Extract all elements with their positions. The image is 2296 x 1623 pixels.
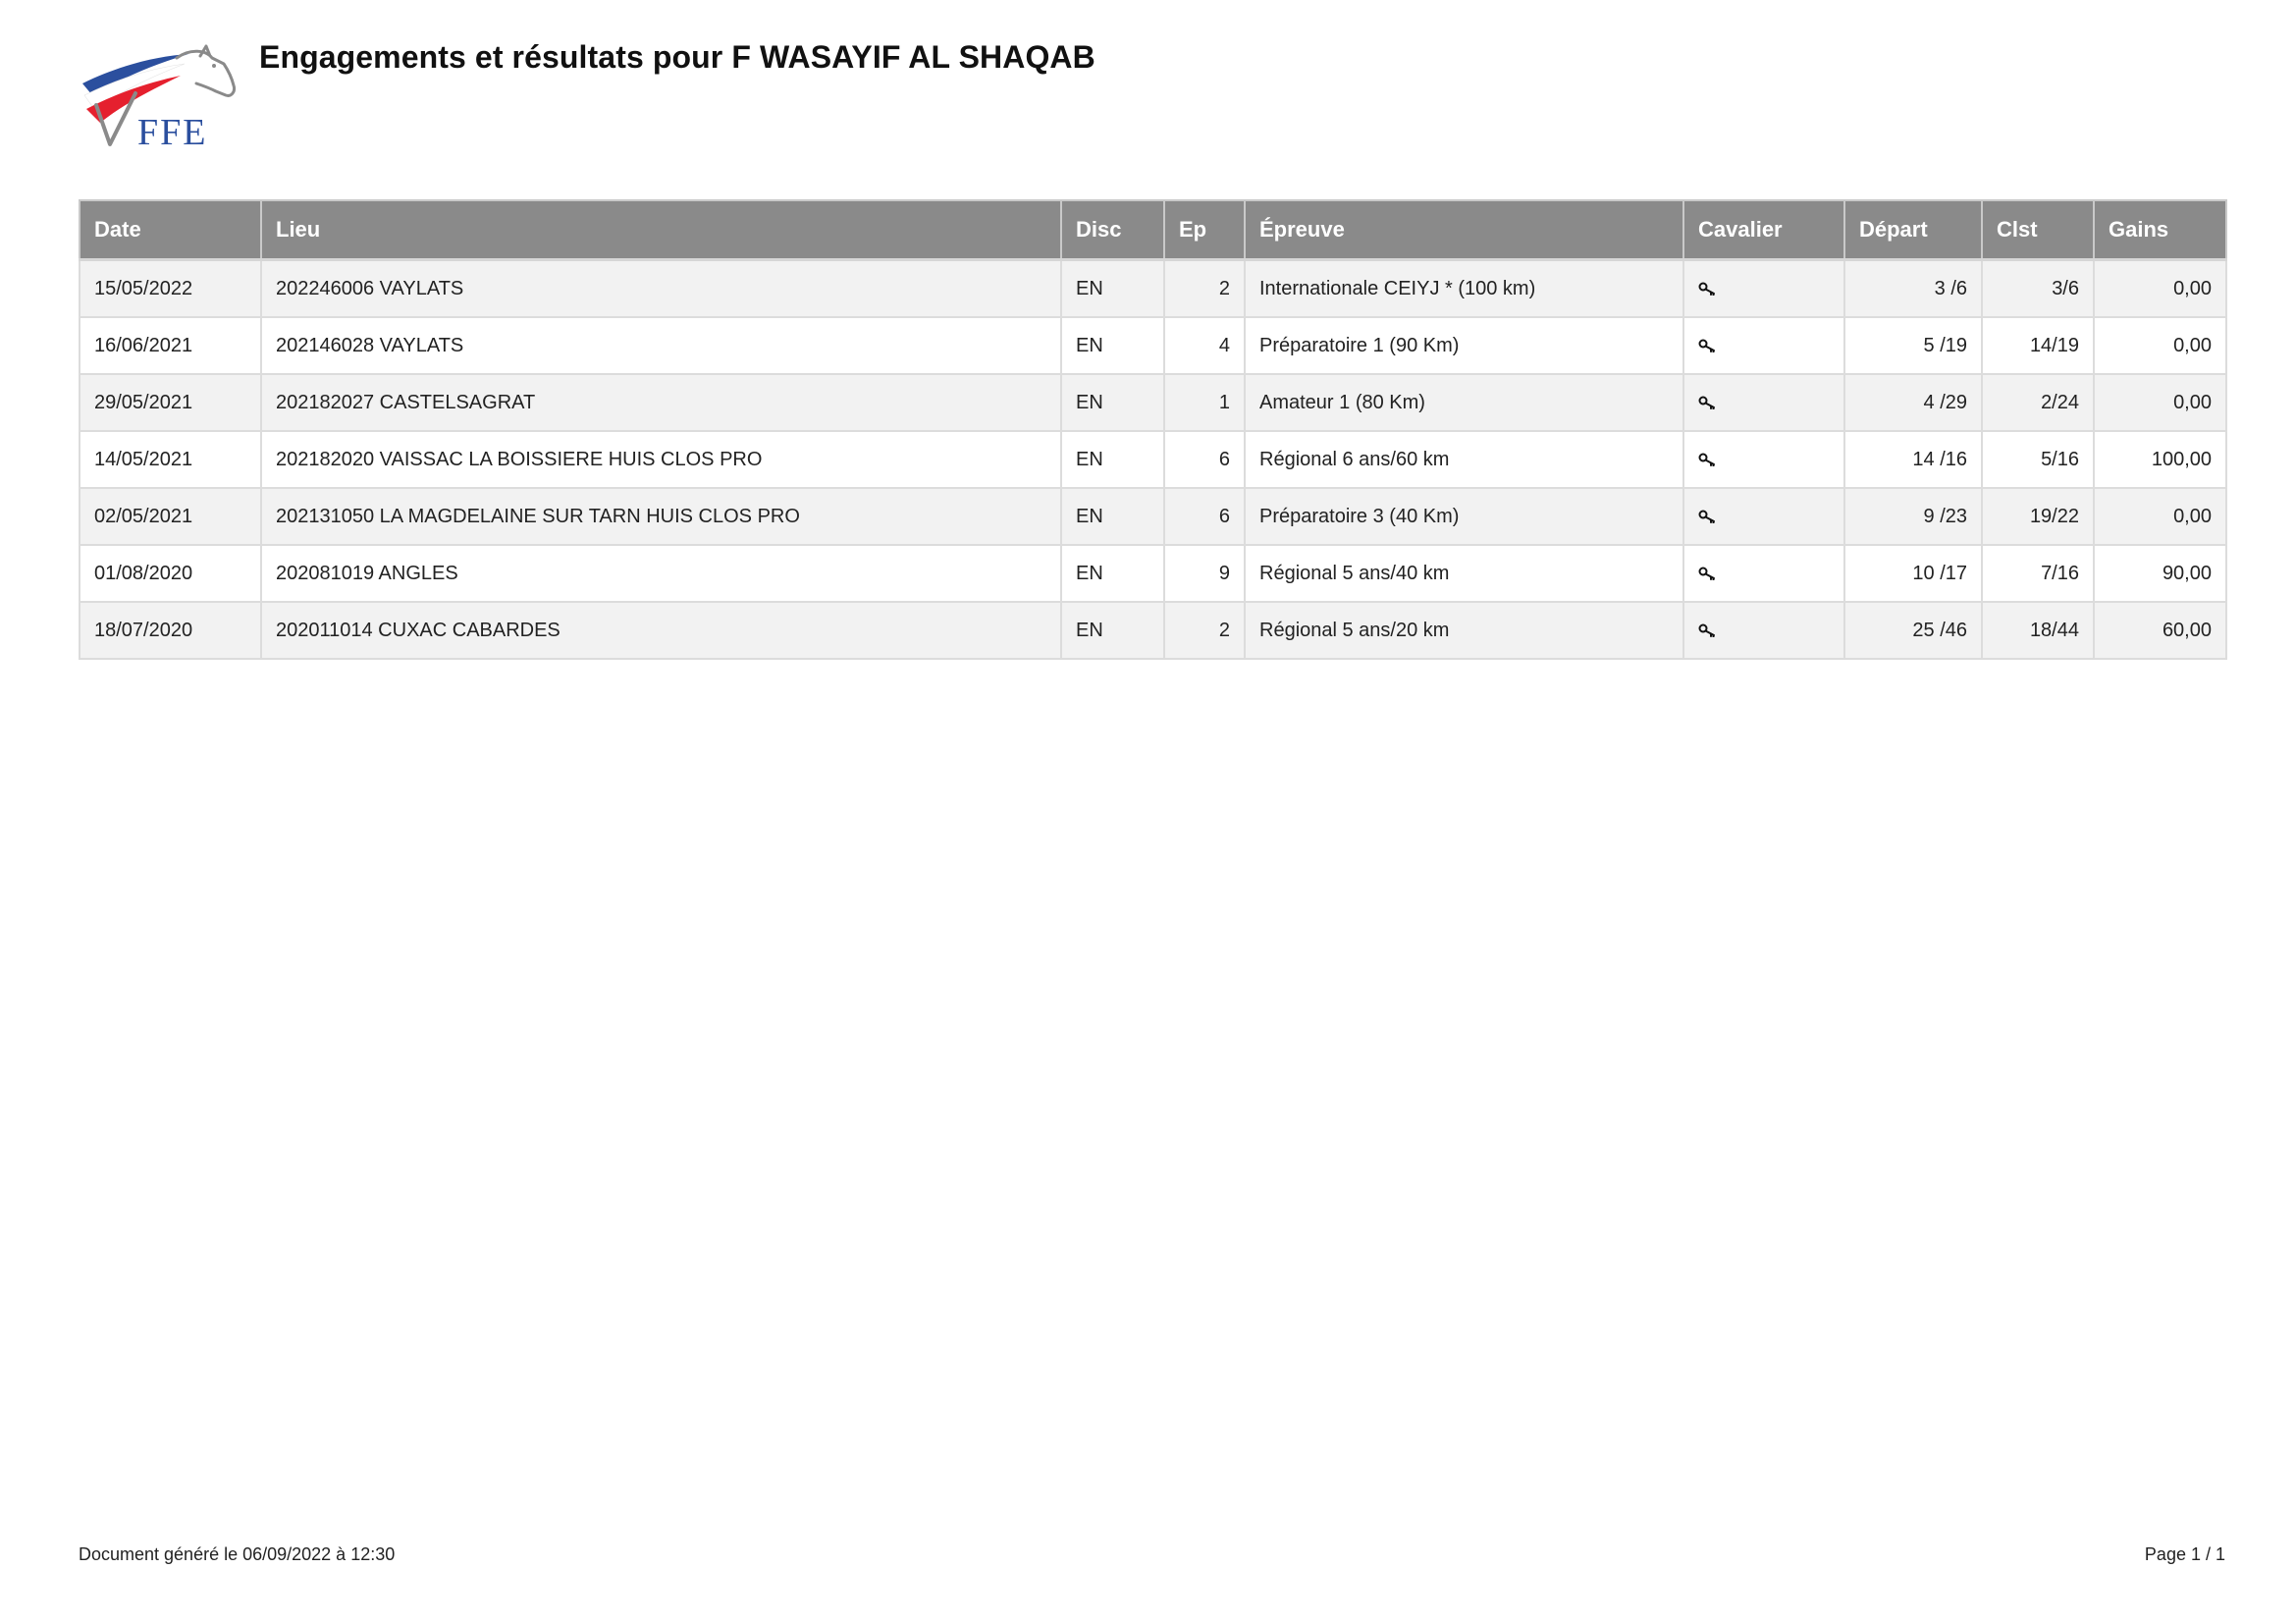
cell-ep: 4: [1164, 317, 1245, 374]
cell-clst: 18/44: [1982, 602, 2094, 659]
cell-cavalier: [1683, 317, 1844, 374]
column-header-cavalier: Cavalier: [1683, 200, 1844, 260]
cell-disc: EN: [1061, 260, 1164, 318]
generated-timestamp: Document généré le 06/09/2022 à 12:30: [79, 1544, 396, 1564]
cell-epreuve: Internationale CEIYJ * (100 km): [1245, 260, 1683, 318]
cell-date: 02/05/2021: [80, 488, 261, 545]
cell-lieu: 202246006 VAYLATS: [261, 260, 1061, 318]
table-row: [80, 431, 2226, 488]
cell-epreuve: Régional 5 ans/40 km: [1245, 545, 1683, 602]
cell-disc: EN: [1061, 545, 1164, 602]
table-row: [80, 602, 2226, 659]
cell-epreuve: Régional 5 ans/20 km: [1245, 602, 1683, 659]
table-row: [80, 545, 2226, 602]
cell-depart: 9 /23: [1844, 488, 1982, 545]
cell-lieu: 202011014 CUXAC CABARDES: [261, 602, 1061, 659]
cell-date: 16/06/2021: [80, 317, 261, 374]
table-row: [80, 317, 2226, 374]
cell-lieu: 202131050 LA MAGDELAINE SUR TARN HUIS CLOS PRO: [261, 488, 1061, 545]
cell-depart: 14 /16: [1844, 431, 1982, 488]
ffe-logo: [79, 44, 245, 152]
cell-gains: 0,00: [2094, 374, 2226, 431]
column-header-lieu: Lieu: [261, 200, 1061, 260]
cell-gains: 0,00: [2094, 488, 2226, 545]
cell-gains: 0,00: [2094, 260, 2226, 318]
cell-disc: EN: [1061, 317, 1164, 374]
cell-ep: 1: [1164, 374, 1245, 431]
cell-cavalier: [1683, 374, 1844, 431]
page-title: Engagements et résultats pour F WASAYIF AL SHAQAB: [259, 39, 1095, 75]
column-header-clst: Clst: [1982, 200, 2094, 260]
cell-ep: 6: [1164, 488, 1245, 545]
cell-clst: 14/19: [1982, 317, 2094, 374]
cell-epreuve: Amateur 1 (80 Km): [1245, 374, 1683, 431]
cell-ep: 2: [1164, 602, 1245, 659]
table-row: [80, 374, 2226, 431]
table-row: [80, 488, 2226, 545]
cell-gains: 0,00: [2094, 317, 2226, 374]
cell-disc: EN: [1061, 431, 1164, 488]
cell-lieu: 202182020 VAISSAC LA BOISSIERE HUIS CLOS PRO: [261, 431, 1061, 488]
column-header-gains: Gains: [2094, 200, 2226, 260]
cell-epreuve: Préparatoire 1 (90 Km): [1245, 317, 1683, 374]
cell-ep: 2: [1164, 260, 1245, 318]
cell-clst: 7/16: [1982, 545, 2094, 602]
cell-date: 29/05/2021: [80, 374, 261, 431]
column-header-depart: Départ: [1844, 200, 1982, 260]
key-icon[interactable]: [1698, 453, 1718, 466]
cell-clst: 2/24: [1982, 374, 2094, 431]
logo-text: FFE: [137, 112, 208, 152]
key-icon[interactable]: [1698, 396, 1718, 409]
key-icon[interactable]: [1698, 339, 1718, 352]
cell-clst: 5/16: [1982, 431, 2094, 488]
cell-cavalier: [1683, 260, 1844, 318]
cell-gains: 60,00: [2094, 602, 2226, 659]
cell-cavalier: [1683, 602, 1844, 659]
cell-lieu: 202182027 CASTELSAGRAT: [261, 374, 1061, 431]
key-icon[interactable]: [1698, 282, 1718, 296]
table-row: [80, 260, 2226, 318]
cell-ep: 6: [1164, 431, 1245, 488]
column-header-disc: Disc: [1061, 200, 1164, 260]
column-header-ep: Ep: [1164, 200, 1245, 260]
cell-epreuve: Préparatoire 3 (40 Km): [1245, 488, 1683, 545]
key-icon[interactable]: [1698, 567, 1718, 580]
cell-depart: 5 /19: [1844, 317, 1982, 374]
table-header-row: [80, 200, 2226, 260]
cell-depart: 25 /46: [1844, 602, 1982, 659]
cell-gains: 100,00: [2094, 431, 2226, 488]
cell-epreuve: Régional 6 ans/60 km: [1245, 431, 1683, 488]
cell-disc: EN: [1061, 374, 1164, 431]
key-icon[interactable]: [1698, 623, 1718, 637]
cell-gains: 90,00: [2094, 545, 2226, 602]
cell-depart: 3 /6: [1844, 260, 1982, 318]
column-header-epreuve: Épreuve: [1245, 200, 1683, 260]
cell-date: 18/07/2020: [80, 602, 261, 659]
cell-lieu: 202146028 VAYLATS: [261, 317, 1061, 374]
cell-lieu: 202081019 ANGLES: [261, 545, 1061, 602]
cell-cavalier: [1683, 488, 1844, 545]
page-number: Page 1 / 1: [2144, 1544, 2225, 1564]
cell-date: 15/05/2022: [80, 260, 261, 318]
cell-clst: 3/6: [1982, 260, 2094, 318]
cell-ep: 9: [1164, 545, 1245, 602]
cell-disc: EN: [1061, 488, 1164, 545]
key-icon[interactable]: [1698, 510, 1718, 523]
cell-cavalier: [1683, 431, 1844, 488]
cell-disc: EN: [1061, 602, 1164, 659]
cell-date: 01/08/2020: [80, 545, 261, 602]
column-header-date: Date: [80, 200, 261, 260]
cell-cavalier: [1683, 545, 1844, 602]
results-table: [79, 199, 2227, 660]
cell-depart: 10 /17: [1844, 545, 1982, 602]
cell-clst: 19/22: [1982, 488, 2094, 545]
cell-depart: 4 /29: [1844, 374, 1982, 431]
cell-date: 14/05/2021: [80, 431, 261, 488]
